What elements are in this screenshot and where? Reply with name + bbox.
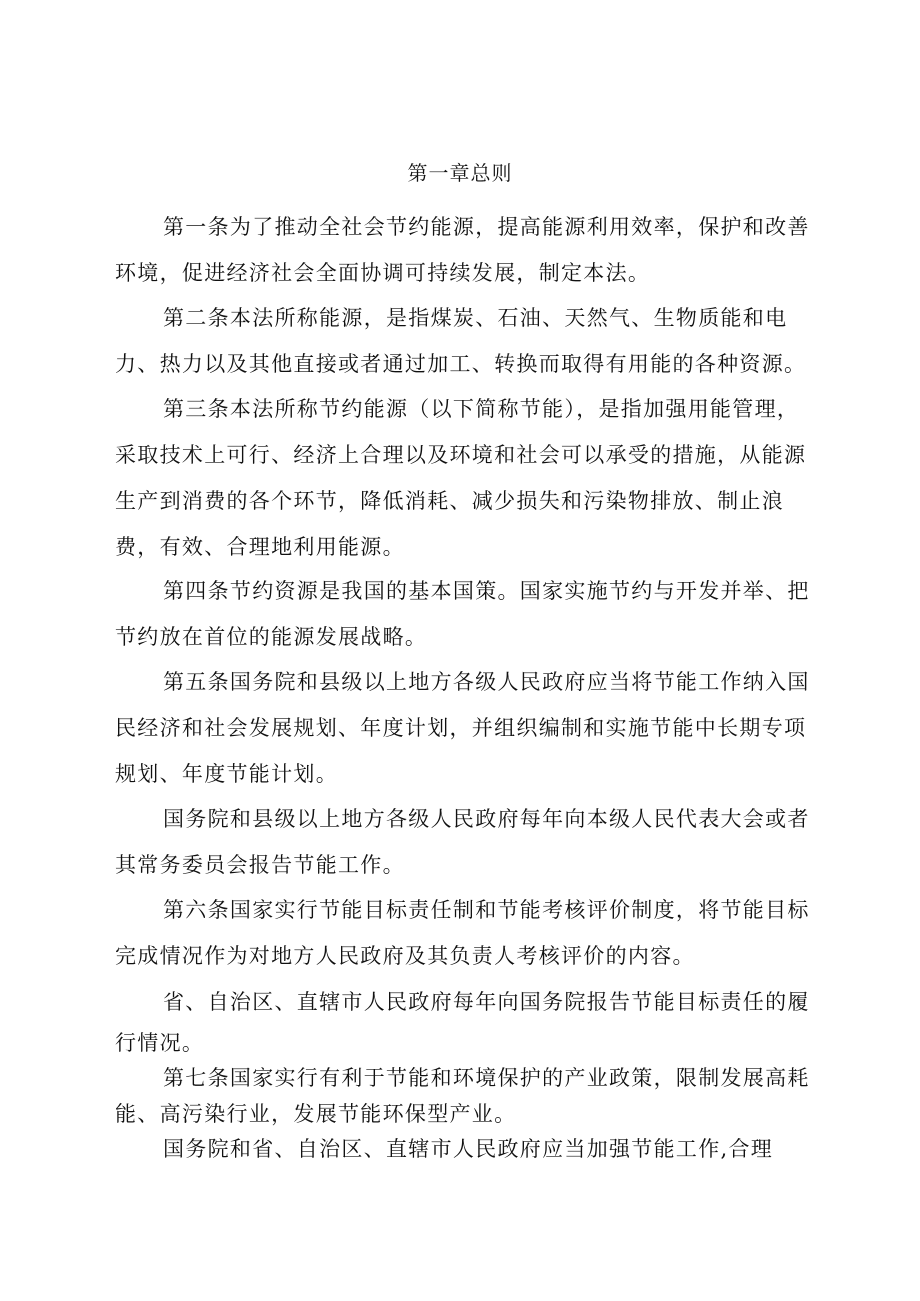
paragraph-article-2: 第二条本法所称能源，是指煤炭、石油、天然气、生物质能和电力、热力以及其他直接或者通过加工、转换而取得有用能的各种资源。: [115, 306, 807, 376]
paragraph-article-6: 第六条国家实行节能目标责任制和节能考核评价制度，将节能目标完成情况作为对地方人民政府及其负责人考核评价的内容。: [115, 898, 810, 968]
paragraph-article-6-clause-2: 省、自治区、直辖市人民政府每年向国务院报告节能目标责任的履行情况。: [115, 990, 810, 1055]
paragraph-article-5: 第五条国务院和县级以上地方各级人民政府应当将节能工作纳入国民经济和社会发展规划、年度计划，并组织编制和实施节能中长期专项规划、年度节能计划。: [115, 670, 810, 786]
paragraph-article-7: 第七条国家实行有利于节能和环境保护的产业政策，限制发展高耗能、高污染行业，发展节能环保型产业。: [115, 1066, 810, 1126]
paragraph-article-3: 第三条本法所称节约能源（以下简称节能），是指加强用能管理，采取技术上可行、经济上合理以及环境和社会可以承受的措施，从能源生产到消费的各个环节，降低消耗、减少损失和污染物排放、制止浪费，有效、合理地利用能源。: [115, 397, 807, 559]
paragraph-article-5-clause-2: 国务院和县级以上地方各级人民政府每年向本级人民代表大会或者其常务委员会报告节能工作。: [115, 807, 810, 877]
paragraph-article-4: 第四条节约资源是我国的基本国策。国家实施节约与开发并举、把节约放在首位的能源发展战略。: [115, 579, 810, 649]
paragraph-article-7-clause-2: 国务院和省、自治区、直辖市人民政府应当加强节能工作,合理: [163, 1137, 774, 1161]
paragraph-article-1: 第一条为了推动全社会节约能源，提高能源利用效率，保护和改善环境，促进经济社会全面协调可持续发展，制定本法。: [115, 215, 810, 285]
chapter-title: 第一章总则: [407, 161, 513, 185]
